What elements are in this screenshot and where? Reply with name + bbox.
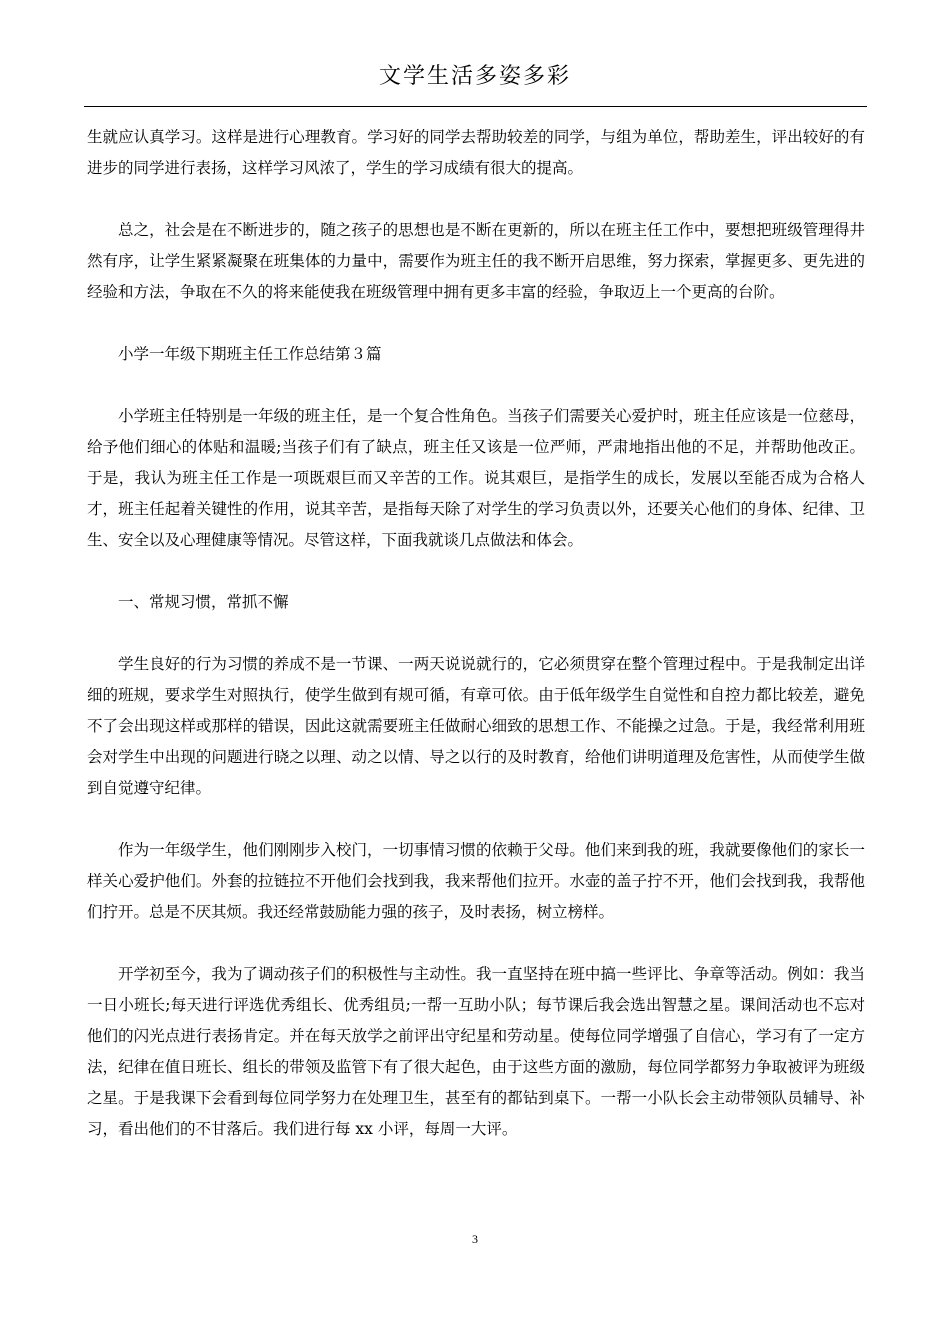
paragraph-care: 作为一年级学生，他们刚刚步入校门，一切事情习惯的依赖于父母。他们来到我的班，我就要像他们的家长一样关心爱护他们。外套的拉链拉不开他们会找到我，我来帮他们拉开。水壶的盖子拧不开，他们会找到我，我帮他们拧开。总是不厌其烦。我还经常鼓励能力强的孩子，及时表扬，树立榜样。 (87, 841, 865, 921)
paragraph-habits: 学生良好的行为习惯的养成不是一节课、一两天说说就行的，它必须贯穿在整个管理过程中。于是我制定出详细的班规，要求学生对照执行，使学生做到有规可循，有章可依。由于低年级学生自觉性和自控力都比较差，避免不了会出现这样或那样的错误，因此这就需要班主任做耐心细致的思想工作、不能操之过急。于是，我经常利用班会对学生中出现的问题进行晓之以理、动之以情、导之以行的及时教育，给他们讲明道理及危害性，从而使学生做到自觉遵守纪律。 (87, 655, 865, 797)
document-title: 文学生活多姿多彩 (378, 64, 571, 89)
subsection-heading: 一、常规习惯，常抓不懈 (118, 593, 289, 611)
header-divider (84, 106, 867, 107)
document-body (87, 122, 865, 1145)
paragraph-activities: 开学初至今，我为了调动孩子们的积极性与主动性。我一直坚持在班中搞一些评比、争章等活动。例如：我当一日小班长;每天进行评选优秀组长、优秀组员;一帮一互助小队；每节课后我会选出智慧之星。课间活动也不忘对他们的闪光点进行表扬肯定。并在每天放学之前评出守纪星和劳动星。使每位同学增强了自信心，学习有了一定方法，纪律在值日班长、组长的带领及监管下有了很大起色，由于这些方面的激励，每位同学都努力争取被评为班级之星。于是我课下会看到每位同学努力在处理卫生，甚至有的都钻到桌下。一帮一小队长会主动带领队员辅导、补习，看出他们的不甘落后。我们进行每 xx 小评，每周一大评。 (87, 965, 865, 1138)
paragraph-conclusion: 总之，社会是在不断进步的，随之孩子的思想也是不断在更新的，所以在班主任工作中，要想把班级管理得井然有序，让学生紧紧凝聚在班集体的力量中，需要作为班主任的我不断开启思维，努力探索，掌握更多、更先进的经验和方法，争取在不久的将来能使我在班级管理中拥有更多丰富的经验，争取迈上一个更高的台阶。 (87, 221, 865, 301)
paragraph-intro: 小学班主任特别是一年级的班主任，是一个复合性角色。当孩子们需要关心爱护时，班主任应该是一位慈母，给予他们细心的体贴和温暖;当孩子们有了缺点，班主任又该是一位严师，严肃地指出他的不足，并帮助他改正。于是，我认为班主任工作是一项既艰巨而又辛苦的工作。说其艰巨，是指学生的成长，发展以至能否成为合格人才，班主任起着关键性的作用，说其辛苦，是指每天除了对学生的学习负责以外，还要关心他们的身体、纪律、卫生、安全以及心理健康等情况。尽管这样，下面我就谈几点做法和体会。 (87, 407, 865, 549)
section-heading: 小学一年级下期班主任工作总结第３篇 (118, 345, 382, 363)
paragraph-continued: 生就应认真学习。这样是进行心理教育。学习好的同学去帮助较差的同学，与组为单位，帮助差生，评出较好的有进步的同学进行表扬，这样学习风浓了，学生的学习成绩有很大的提高。 (87, 128, 865, 177)
page-number: 3 (472, 1232, 478, 1246)
